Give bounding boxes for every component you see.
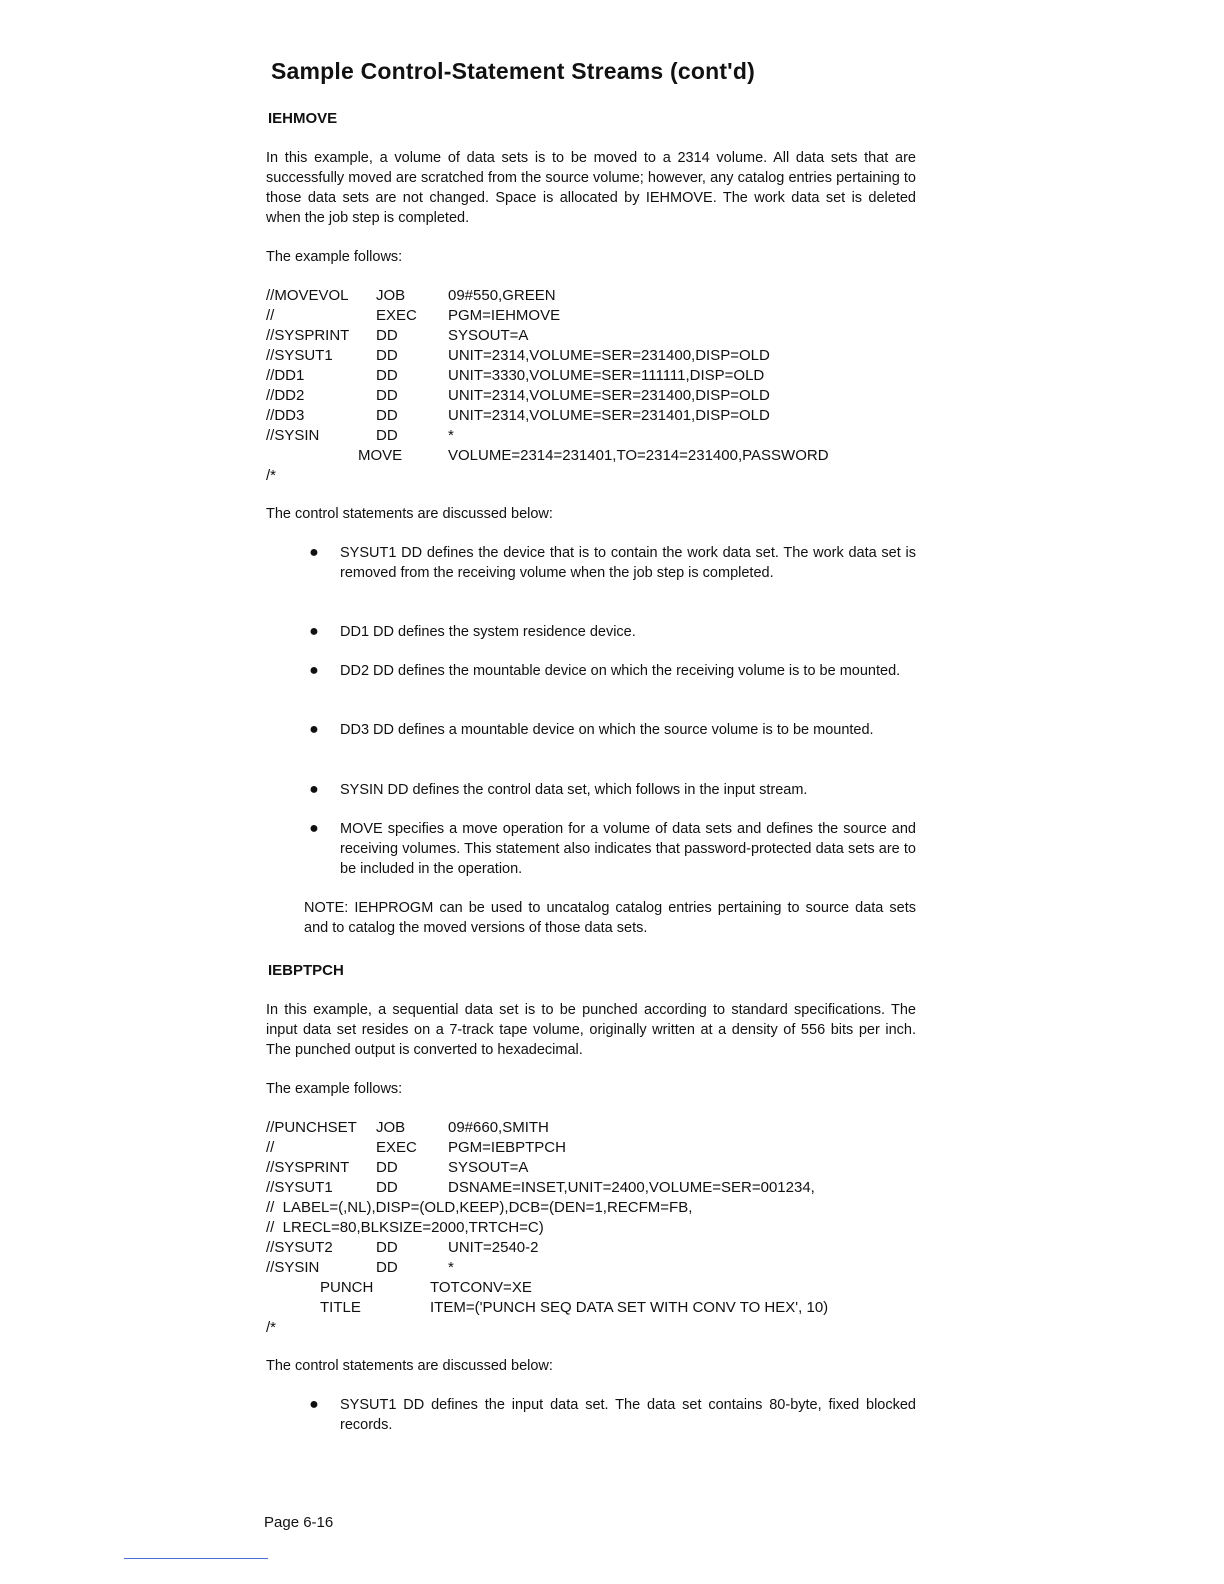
code-parameter: TOTCONV=XE: [430, 1279, 532, 1296]
code-name: //SYSIN: [266, 1259, 320, 1276]
code-operand: PGM=IEHMOVE: [448, 307, 561, 324]
code-operand: UNIT=3330,VOLUME=SER=111111,DISP=OLD: [448, 367, 765, 384]
code-name: //SYSPRINT: [266, 1159, 350, 1176]
bullet-icon: ●: [309, 721, 319, 738]
code-line: [266, 1118, 549, 1138]
code-operand: UNIT=2540-2: [448, 1239, 539, 1256]
bullet-text: DD3 DD defines a mountable device on which the source volume is to be mounted.: [340, 722, 874, 738]
code-line: [266, 286, 556, 306]
code-operand: DSNAME=INSET,UNIT=2400,VOLUME=SER=001234,: [448, 1179, 815, 1196]
code-line: [266, 1218, 544, 1238]
code-operand: *: [448, 1259, 454, 1276]
code-parameter: ITEM=('PUNCH SEQ DATA SET WITH CONV TO HEX', 10): [430, 1299, 829, 1316]
iehmove-discussed-label: The control statements are discussed below:: [266, 506, 553, 522]
code-op: DD: [376, 1259, 398, 1276]
code-name: //DD2: [266, 387, 305, 404]
footer-rule: [124, 1558, 268, 1559]
code-line: [266, 1158, 529, 1178]
bullet-icon: ●: [309, 623, 319, 640]
bullet-icon: ●: [309, 662, 319, 679]
code-op: DD: [376, 367, 398, 384]
code-line: [266, 1278, 532, 1298]
code-op: DD: [376, 1239, 398, 1256]
code-op: EXEC: [376, 1139, 417, 1156]
bullet-text: SYSIN DD defines the control data set, which follows in the input stream.: [340, 782, 808, 798]
bullet-item: [309, 1395, 916, 1435]
bullet-item: [309, 780, 916, 800]
code-statement: TITLE: [320, 1299, 361, 1316]
code-op: JOB: [376, 287, 406, 304]
code-operand: PGM=IEBPTPCH: [448, 1139, 566, 1156]
page-title: Sample Control-Statement Streams (cont'd): [271, 58, 755, 84]
code-line: [266, 366, 765, 386]
code-name: //SYSIN: [266, 427, 320, 444]
code-op: DD: [376, 427, 398, 444]
code-line: [266, 1258, 454, 1278]
code-op: EXEC: [376, 307, 417, 324]
code-name: //MOVEVOL: [266, 287, 349, 304]
code-name: //DD1: [266, 367, 305, 384]
bullet-icon: ●: [309, 820, 319, 837]
code-op: DD: [376, 1159, 398, 1176]
code-line: [266, 1238, 539, 1258]
code-op: DD: [376, 1179, 398, 1196]
iebptpch-code-block: [266, 1118, 916, 1338]
code-op: DD: [376, 407, 398, 424]
bullet-text: SYSUT1 DD defines the device that is to contain the work data set. The work data set is removed from the receiving volume when the job step is completed.: [340, 545, 916, 581]
code-line: [266, 406, 770, 426]
code-op: DD: [376, 327, 398, 344]
code-name: //SYSPRINT: [266, 327, 350, 344]
code-line: [266, 386, 770, 406]
code-operand: SYSOUT=A: [448, 1159, 529, 1176]
code-operand: 09#550,GREEN: [448, 287, 556, 304]
code-op: JOB: [376, 1119, 406, 1136]
code-continuation: // LRECL=80,BLKSIZE=2000,TRTCH=C): [266, 1219, 544, 1236]
code-op: DD: [376, 387, 398, 404]
section-heading-iebptpch: IEBPTPCH: [268, 962, 344, 979]
iehmove-note: NOTE: IEHPROGM can be used to uncatalog catalog entries pertaining to source data sets and to catalog the moved versions of those data sets.: [304, 900, 916, 936]
code-line: [266, 1198, 693, 1218]
code-line: [266, 1298, 829, 1318]
iebptpch-example-label: The example follows:: [266, 1081, 403, 1097]
code-name: //PUNCHSET: [266, 1119, 357, 1136]
bullet-item: [309, 819, 916, 879]
code-operand: 09#660,SMITH: [448, 1119, 549, 1136]
code-name: //SYSUT1: [266, 347, 333, 364]
bullet-icon: ●: [309, 1396, 319, 1413]
code-name: //SYSUT1: [266, 1179, 333, 1196]
iebptpch-intro-paragraph: In this example, a sequential data set is to be punched according to standard specifications. The input data set resides on a 7-track tape volume, originally written at a density of 556 bits per inch. The punched output is converted to hexadecimal.: [266, 1002, 916, 1058]
bullet-text: DD1 DD defines the system residence device.: [340, 624, 636, 640]
bullet-text: MOVE specifies a move operation for a volume of data sets and defines the source and receiving volumes. This statement also indicates that password-protected data sets are to be included in the operation.: [340, 821, 916, 877]
code-name: /*: [266, 467, 277, 484]
bullet-icon: ●: [309, 781, 319, 798]
code-operand: UNIT=2314,VOLUME=SER=231400,DISP=OLD: [448, 387, 770, 404]
bullet-item: [309, 720, 916, 740]
code-line: [266, 326, 529, 346]
iehmove-intro-paragraph: In this example, a volume of data sets is to be moved to a 2314 volume. All data sets that are successfully moved are scratched from the source volume; however, any catalog entries pertaining to those data sets are not changed. Space is allocated by IEHMOVE. The work data set is deleted when the job step is completed.: [266, 150, 916, 226]
code-name: //: [266, 1139, 275, 1156]
code-name: //: [266, 307, 275, 324]
code-operand: VOLUME=2314=231401,TO=2314=231400,PASSWORD: [448, 447, 829, 464]
code-name: //SYSUT2: [266, 1239, 333, 1256]
code-line: [266, 466, 291, 486]
code-line: [266, 426, 454, 446]
bullet-item: [309, 661, 916, 681]
code-line: [266, 1178, 815, 1198]
section-heading-iehmove: IEHMOVE: [268, 110, 338, 127]
code-op: MOVE: [358, 447, 403, 464]
page-number: Page 6-16: [264, 1514, 334, 1531]
code-line: [266, 1318, 291, 1338]
code-name: /*: [266, 1319, 277, 1336]
code-line: [266, 306, 561, 326]
iehmove-code-block: [266, 286, 916, 486]
bullet-item: [309, 622, 916, 642]
code-operand: SYSOUT=A: [448, 327, 529, 344]
code-line: [266, 446, 829, 466]
bullet-icon: ●: [309, 544, 319, 561]
code-name: //DD3: [266, 407, 305, 424]
code-line: [266, 1138, 566, 1158]
code-op: DD: [376, 347, 398, 364]
code-line: [266, 346, 770, 366]
bullet-text: SYSUT1 DD defines the input data set. The data set contains 80-byte, fixed blocked records.: [340, 1397, 916, 1433]
code-operand: *: [448, 427, 454, 444]
bullet-text: DD2 DD defines the mountable device on which the receiving volume is to be mounted.: [340, 663, 901, 679]
code-continuation: // LABEL=(,NL),DISP=(OLD,KEEP),DCB=(DEN=1,RECFM=FB,: [266, 1199, 693, 1216]
code-statement: PUNCH: [320, 1279, 374, 1296]
code-operand: UNIT=2314,VOLUME=SER=231401,DISP=OLD: [448, 407, 770, 424]
iebptpch-discussed-label: The control statements are discussed below:: [266, 1358, 553, 1374]
iehmove-example-label: The example follows:: [266, 249, 403, 265]
code-operand: UNIT=2314,VOLUME=SER=231400,DISP=OLD: [448, 347, 770, 364]
bullet-item: [309, 543, 916, 583]
